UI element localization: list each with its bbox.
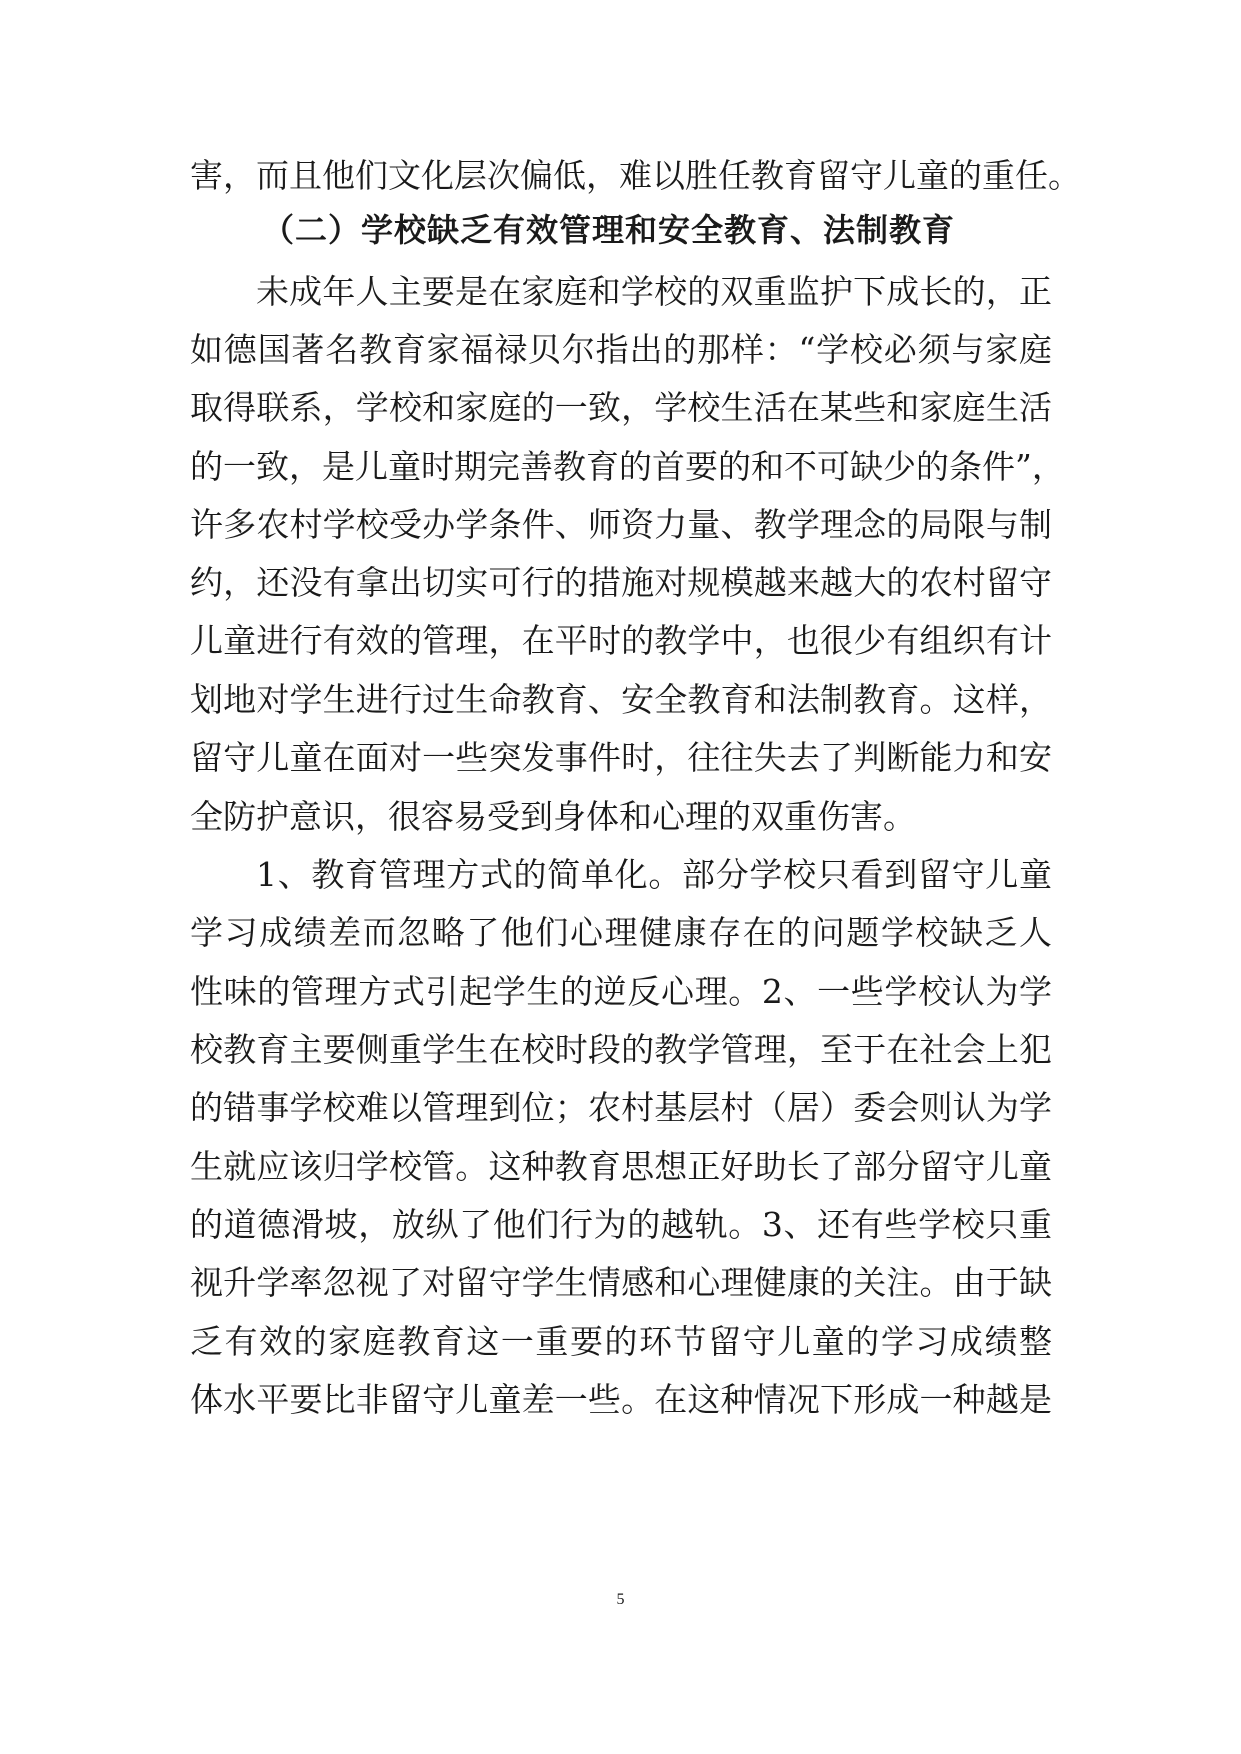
text-line: 许多农村学校受办学条件、师资力量、教学理念的局限与制 <box>190 505 1052 544</box>
text-line: 约，还没有拿出切实可行的措施对规模越来越大的农村留守 <box>190 563 1052 602</box>
text-line: 校教育主要侧重学生在校时段的教学管理，至于在社会上犯 <box>190 1030 1052 1069</box>
text-line: 儿童进行有效的管理，在平时的教学中，也很少有组织有计 <box>190 621 1052 660</box>
text-line: 的错事学校难以管理到位；农村基层村（居）委会则认为学 <box>190 1088 1052 1127</box>
text-line: 划地对学生进行过生命教育、安全教育和法制教育。这样， <box>190 680 1052 719</box>
text-line: 留守儿童在面对一些突发事件时，往往失去了判断能力和安 <box>190 738 1052 777</box>
text-line: 取得联系，学校和家庭的一致，学校生活在某些和家庭生活 <box>190 388 1052 427</box>
text-line: 的一致，是儿童时期完善教育的首要的和不可缺少的条件”， <box>190 447 1065 486</box>
text-line: 生就应该归学校管。这种教育思想正好助长了部分留守儿童 <box>190 1147 1052 1186</box>
text-line: 害，而且他们文化层次偏低，难以胜任教育留守儿童的重任。 <box>190 156 1081 195</box>
text-line: 如德国著名教育家福禄贝尔指出的那样：“学校必须与家庭 <box>190 330 1052 369</box>
text-line: 学习成绩差而忽略了他们心理健康存在的问题学校缺乏人 <box>190 913 1052 952</box>
page-number: 5 <box>616 1591 625 1608</box>
text-line: 乏有效的家庭教育这一重要的环节留守儿童的学习成绩整 <box>190 1322 1052 1361</box>
section-heading: （二）学校缺乏有效管理和安全教育、法制教育 <box>262 211 956 249</box>
text-line: 未成年人主要是在家庭和学校的双重监护下成长的，正 <box>256 272 1052 311</box>
text-line: 1、教育管理方式的简单化。部分学校只看到留守儿童 <box>256 855 1052 894</box>
text-line: 视升学率忽视了对留守学生情感和心理健康的关注。由于缺 <box>190 1263 1052 1302</box>
text-line: 全防护意识，很容易受到身体和心理的双重伤害。 <box>190 797 916 836</box>
text-line: 性味的管理方式引起学生的逆反心理。2、一些学校认为学 <box>190 972 1052 1011</box>
text-line: 体水平要比非留守儿童差一些。在这种情况下形成一种越是 <box>190 1380 1052 1419</box>
text-line: 的道德滑坡，放纵了他们行为的越轨。3、还有些学校只重 <box>190 1205 1052 1244</box>
